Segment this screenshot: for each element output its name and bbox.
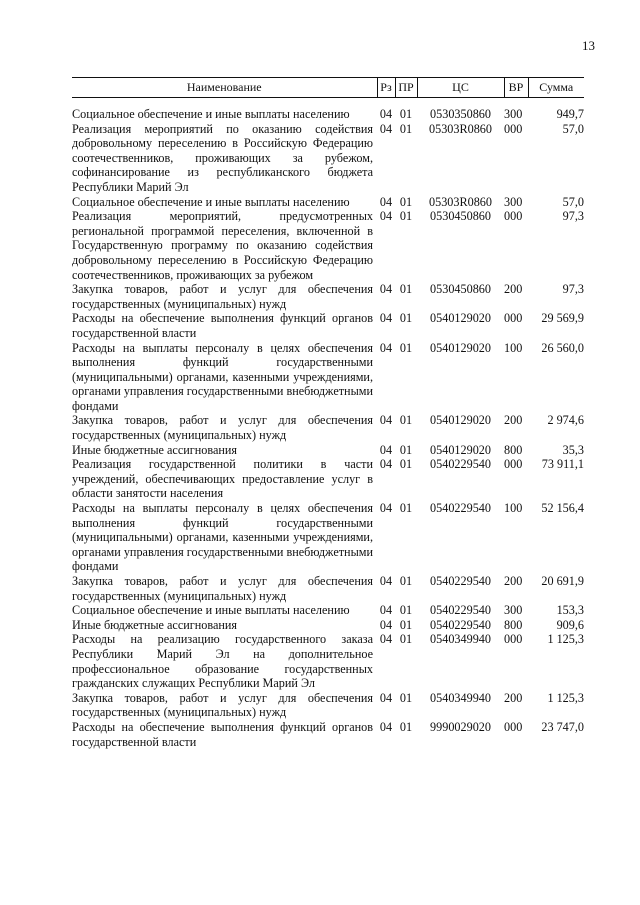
cell-rz: 04 [379,719,393,734]
table-row [72,443,584,458]
table-row [72,195,584,210]
cell-pr: 01 [399,107,413,121]
cell-cs: 0540349940 [430,632,491,647]
cell-sum: 52 156,4 [541,501,584,516]
cell-sum: 909,6 [556,617,584,632]
cell-vr: 300 [504,107,523,121]
header-vr: ВР [504,78,528,98]
cell-cs: 0540129020 [430,413,491,428]
page-number: 13 [582,38,595,53]
cell-sum: 57,0 [562,121,584,136]
cell-pr: 01 [399,617,413,632]
cell-sum: 97,3 [562,282,584,297]
header-pr: ПР [395,78,417,98]
budget-table [72,77,584,749]
cell-sum: 35,3 [562,442,584,457]
cell-pr: 01 [399,501,413,516]
cell-name: Расходы на выплаты персоналу в целях обеспечения выполнения функций государственными (муниципальными) органами, казенными учреждениями, органами управления государственными внебюджетными фондами [72,501,373,574]
table-body [72,98,584,750]
cell-name: Реализация мероприятий по оказанию содействия добровольному переселению в Российскую Федерацию соотечественников, проживающих за рубежом, софинансирование из республиканского бюджета Республики Марий Эл [72,121,373,194]
cell-vr: 000 [504,457,523,472]
cell-name: Социальное обеспечение и иные выплаты населению [72,194,350,209]
table-row [72,107,584,122]
cell-sum: 1 125,3 [547,690,584,705]
cell-rz: 04 [379,107,393,121]
cell-rz: 04 [379,632,393,647]
cell-rz: 04 [379,442,393,457]
table-row [72,720,584,749]
cell-cs: 0540229540 [430,574,491,588]
cell-cs: 0530450860 [430,282,491,297]
cell-sum: 23 747,0 [541,719,584,734]
cell-sum: 949,7 [556,107,584,121]
table-header-row [72,78,584,98]
cell-vr: 200 [504,690,523,705]
cell-name: Реализация государственной политики в части учреждений, обеспечивающих предоставление услуг в области занятости населения [72,457,373,501]
cell-name: Закупка товаров, работ и услуг для обеспечения государственных (муниципальных) нужд [72,413,373,443]
cell-pr: 01 [399,632,413,647]
cell-cs: 0540229540 [430,457,491,472]
cell-name: Расходы на обеспечение выполнения функций органов государственной власти [72,719,373,749]
cell-rz: 04 [379,340,393,355]
cell-vr: 100 [504,340,523,355]
table-row [72,574,584,603]
cell-cs: 0540129020 [430,311,491,326]
cell-vr: 200 [504,574,523,588]
cell-name: Социальное обеспечение и иные выплаты населению [72,107,350,121]
cell-sum: 20 691,9 [541,574,584,588]
cell-vr: 800 [504,442,523,457]
cell-cs: 0540229540 [430,501,491,516]
cell-vr: 200 [504,413,523,428]
cell-cs: 0540129020 [430,340,491,355]
cell-rz: 04 [379,413,393,428]
cell-vr: 300 [504,194,523,209]
cell-vr: 800 [504,617,523,632]
cell-rz: 04 [379,617,393,632]
cell-cs: 0530350860 [430,107,491,121]
cell-name: Расходы на обеспечение выполнения функций органов государственной власти [72,311,373,340]
table-row [72,691,584,720]
cell-sum: 97,3 [562,209,584,224]
cell-pr: 01 [399,121,413,136]
cell-pr: 01 [399,282,413,297]
header-spacer [72,98,584,108]
cell-cs: 05303R0860 [429,194,492,209]
cell-cs: 0530450860 [430,209,491,224]
header-sum: Сумма [528,78,584,98]
cell-cs: 9990029020 [430,719,491,734]
cell-sum: 57,0 [562,194,584,209]
header-rz: Рз [377,78,395,98]
cell-rz: 04 [379,121,393,136]
cell-pr: 01 [399,719,413,734]
cell-cs: 05303R0860 [429,121,492,136]
cell-pr: 01 [399,413,413,428]
cell-rz: 04 [379,194,393,209]
table-row [72,122,584,195]
table-row [72,618,584,633]
cell-name: Расходы на реализацию государственного заказа Республики Марий Эл на дополнительное профессиональное образование государственных гражданских служащих Республики Марий Эл [72,632,373,691]
cell-pr: 01 [399,209,413,224]
cell-name: Иные бюджетные ассигнования [72,617,238,632]
cell-vr: 000 [504,632,523,647]
cell-pr: 01 [399,194,413,209]
cell-sum: 2 974,6 [547,413,584,428]
cell-vr: 000 [504,311,523,326]
cell-sum: 29 569,9 [541,311,584,326]
cell-rz: 04 [379,501,393,516]
cell-rz: 04 [379,574,393,588]
cell-vr: 100 [504,501,523,516]
cell-cs: 0540229540 [430,617,491,632]
cell-pr: 01 [399,311,413,326]
header-cs: ЦС [417,78,504,98]
cell-rz: 04 [379,457,393,472]
cell-cs: 0540129020 [430,442,491,457]
table-row [72,282,584,311]
cell-sum: 1 125,3 [547,632,584,647]
cell-name: Закупка товаров, работ и услуг для обеспечения государственных (муниципальных) нужд [72,574,373,603]
cell-pr: 01 [399,690,413,705]
table-row [72,457,584,501]
cell-name: Иные бюджетные ассигнования [72,442,238,457]
table-row [72,603,584,618]
cell-pr: 01 [399,603,413,618]
cell-name: Социальное обеспечение и иные выплаты населению [72,603,350,618]
cell-pr: 01 [399,442,413,457]
cell-sum: 153,3 [556,603,584,618]
table-row [72,501,584,574]
cell-rz: 04 [379,311,393,326]
cell-rz: 04 [379,603,393,618]
cell-sum: 26 560,0 [541,340,584,355]
cell-vr: 200 [504,282,523,297]
cell-pr: 01 [399,574,413,588]
cell-name: Закупка товаров, работ и услуг для обеспечения государственных (муниципальных) нужд [72,690,373,720]
cell-rz: 04 [379,690,393,705]
cell-vr: 300 [504,603,523,618]
cell-name: Расходы на выплаты персоналу в целях обеспечения выполнения функций государственными (муниципальными) органами, казенными учреждениями, органами управления государственными внебюджетными фондами [72,340,373,413]
cell-cs: 0540229540 [430,603,491,618]
cell-vr: 000 [504,719,523,734]
table-row [72,341,584,414]
table-row [72,413,584,442]
cell-name: Реализация мероприятий, предусмотренных региональной программой переселения, включенной в Государственную программу по оказанию содействия добровольному переселению в Российскую Федерацию соотечественников, проживающих за рубежом [72,209,373,282]
cell-sum: 73 911,1 [541,457,584,472]
cell-rz: 04 [379,209,393,224]
cell-vr: 000 [504,209,523,224]
cell-rz: 04 [379,282,393,297]
cell-cs: 0540349940 [430,690,491,705]
cell-name: Закупка товаров, работ и услуг для обеспечения государственных (муниципальных) нужд [72,282,373,311]
table-row [72,209,584,282]
cell-pr: 01 [399,340,413,355]
cell-vr: 000 [504,121,523,136]
table-row [72,632,584,690]
cell-pr: 01 [399,457,413,472]
header-name: Наименование [72,78,377,98]
table-row [72,311,584,340]
